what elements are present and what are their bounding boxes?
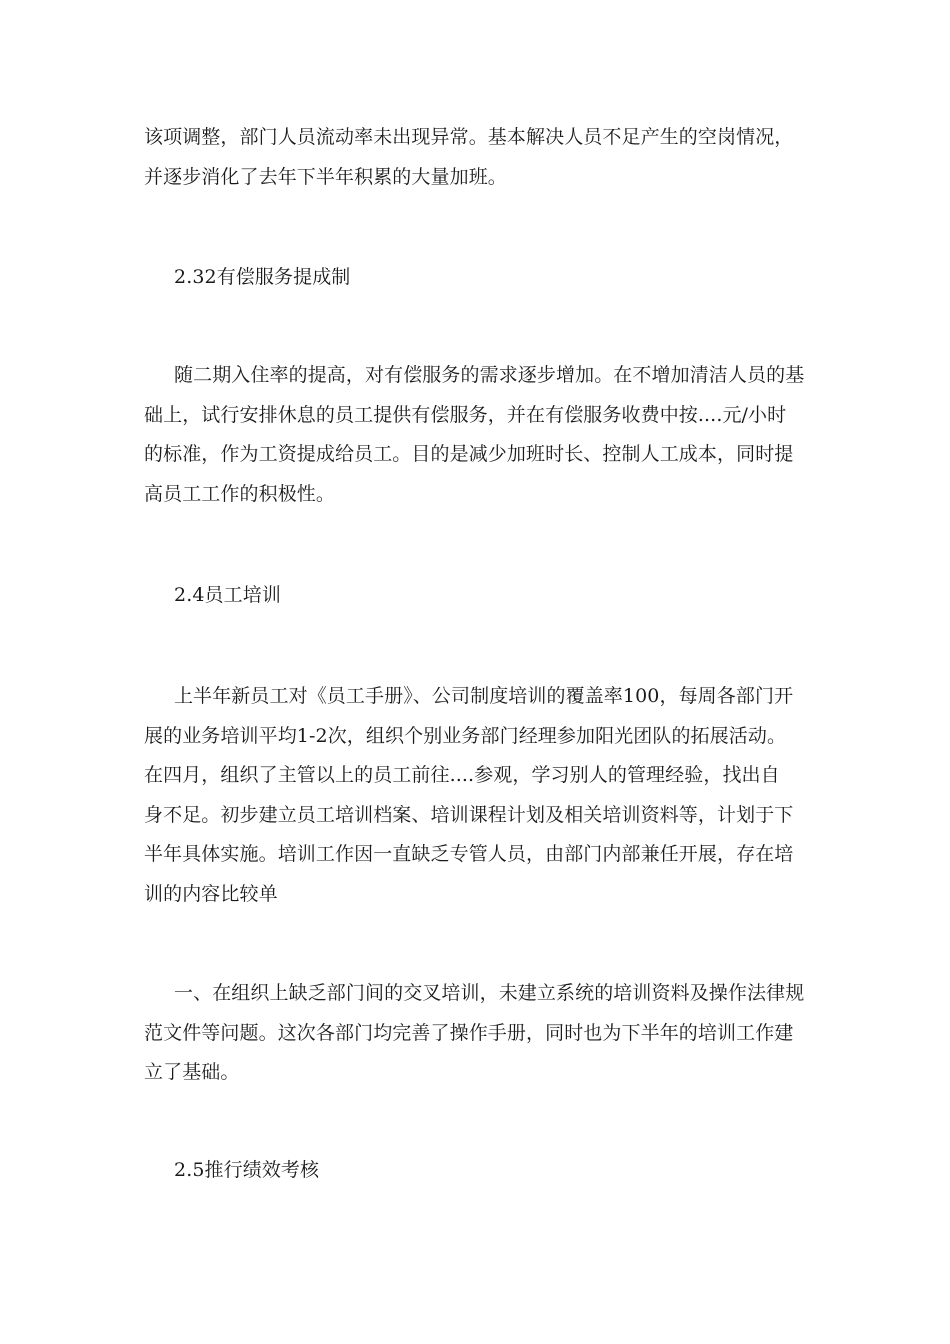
text-line: 半年具体实施。培训工作因一直缺乏专管人员，由部门内部兼任开展，存在培 [144, 843, 794, 865]
paragraph-staff-training [144, 677, 808, 914]
text-line: 上半年新员工对《员工手册》、公司制度培训的覆盖率100，每周各部门开 [174, 685, 794, 707]
heading-text: 2.4员工培训 [174, 584, 281, 606]
text-line: 展的业务培训平均1-2次，组织个别业务部门经理参加阳光团队的拓展活动。 [144, 724, 787, 747]
paragraph-staff-turnover [144, 118, 808, 197]
text-line: 一、在组织上缺乏部门间的交叉培训，未建立系统的培训资料及操作法律规 [174, 982, 805, 1004]
section-heading-2-5 [144, 1151, 808, 1191]
text-line: 并逐步消化了去年下半年积累的大量加班。 [144, 165, 507, 188]
text-line: 随二期入住率的提高，对有偿服务的需求逐步增加。在不增加清洁人员的基 [174, 364, 805, 386]
text-line: 础上，试行安排休息的员工提供有偿服务，并在有偿服务收费中按....元/小时 [144, 403, 787, 426]
text-line: 的标准，作为工资提成给员工。目的是减少加班时长、控制人工成本，同时提 [144, 443, 794, 465]
paragraph-paid-service [144, 356, 808, 514]
text-line: 在四月，组织了主管以上的员工前往....参观，学习别人的管理经验，找出自 [144, 764, 780, 786]
text-line: 高员工工作的积极性。 [144, 482, 336, 505]
text-line: 该项调整，部门人员流动率未出现异常。基本解决人员不足产生的空岗情况， [144, 126, 794, 148]
section-heading-2-32 [144, 258, 808, 298]
text-line: 训的内容比较单 [144, 882, 278, 905]
paragraph-training-issues [144, 974, 808, 1093]
text-line: 范文件等问题。这次各部门均完善了操作手册，同时也为下半年的培训工作建 [144, 1021, 794, 1044]
heading-text: 2.5推行绩效考核 [174, 1159, 320, 1181]
text-line: 立了基础。 [144, 1061, 240, 1083]
heading-text: 2.32有偿服务提成制 [174, 266, 351, 288]
section-heading-2-4 [144, 576, 808, 616]
text-line: 身不足。初步建立员工培训档案、培训课程计划及相关培训资料等，计划于下 [144, 803, 794, 826]
